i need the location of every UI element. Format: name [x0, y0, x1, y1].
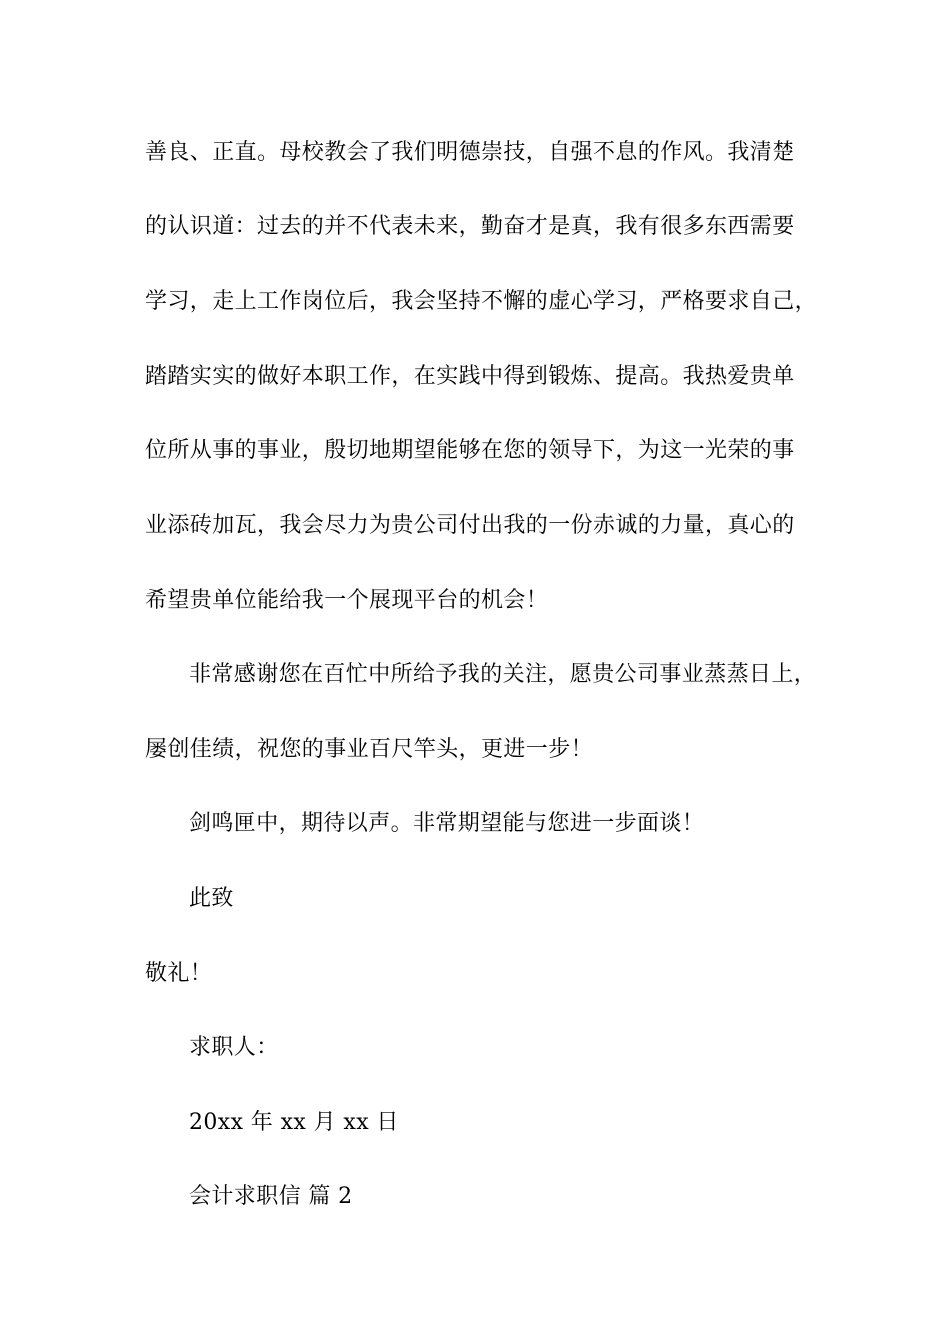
date-line: 20xx 年 xx 月 xx 日 [189, 1110, 399, 1135]
section-heading: 会计求职信 篇 2 [189, 1184, 353, 1209]
paragraph-line: 业添砖加瓦，我会尽力为贵公司付出我的一份赤诚的力量，真心的 [145, 513, 795, 538]
signature-label: 求职人： [189, 1035, 279, 1060]
paragraph-line: 踏踏实实的做好本职工作，在实践中得到锻炼、提高。我热爱贵单 [145, 364, 795, 389]
paragraph-line: 希望贵单位能给我一个展现平台的机会！ [145, 588, 549, 613]
paragraph-line: 善良、正直。母校教会了我们明德崇技，自强不息的作风。我清楚 [145, 140, 795, 165]
paragraph-line: 非常感谢您在百忙中所给予我的关注，愿贵公司事业蒸蒸日上， [189, 662, 817, 687]
closing-regards: 敬礼！ [145, 961, 213, 986]
paragraph-line: 位所从事的事业，殷切地期望能够在您的领导下，为这一光荣的事 [145, 438, 795, 463]
paragraph-line: 的认识道：过去的并不代表未来，勤奋才是真，我有很多东西需要 [145, 214, 795, 239]
paragraph-line: 学习，走上工作岗位后，我会坚持不懈的虚心学习，严格要求自己， [145, 289, 818, 314]
paragraph-line: 剑鸣匣中，期待以声。非常期望能与您进一步面谈！ [189, 811, 705, 836]
closing-salutation: 此致 [189, 886, 234, 911]
paragraph-line: 屡创佳绩，祝您的事业百尺竿头，更进一步！ [145, 737, 594, 762]
